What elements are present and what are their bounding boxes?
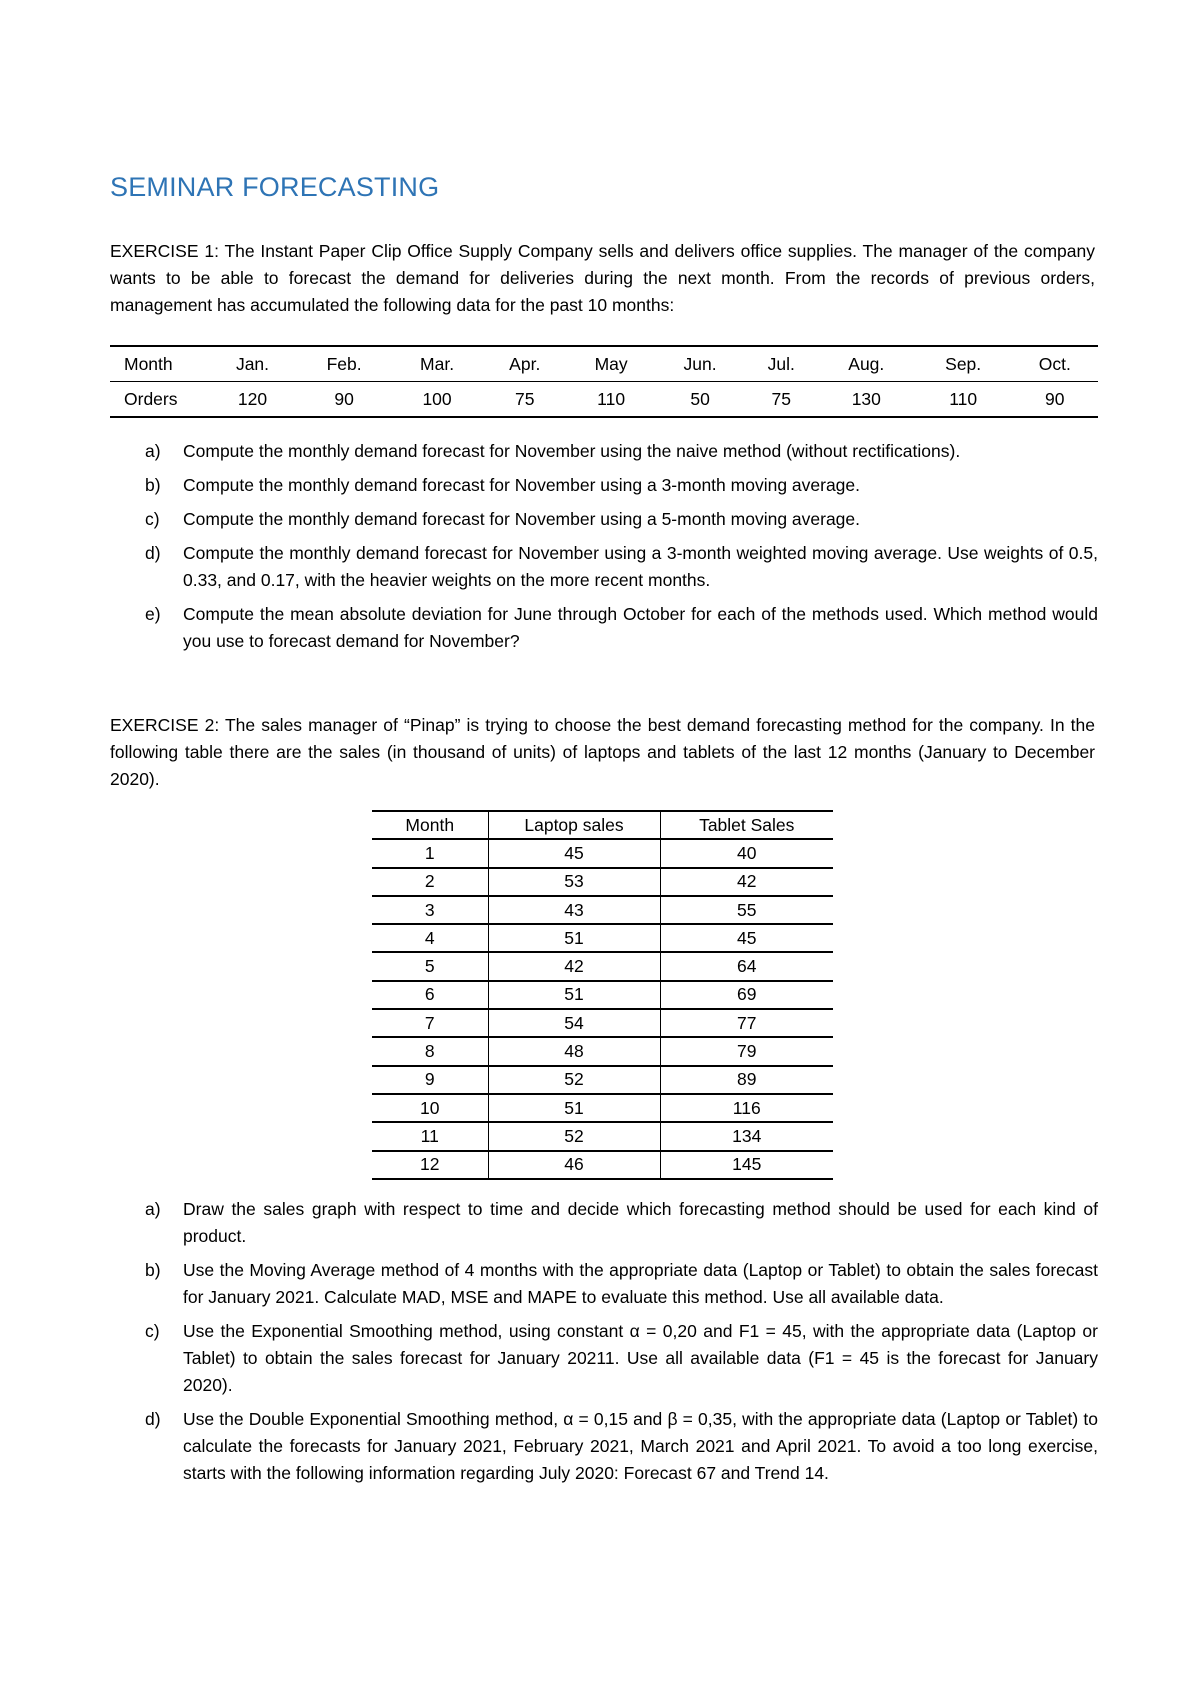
page-title: SEMINAR FORECASTING (110, 172, 440, 202)
month-cell: 1 (372, 839, 488, 867)
column-header-tablet: Tablet Sales (660, 811, 833, 839)
question-item (145, 540, 1098, 594)
question-text: Compute the monthly demand forecast for November using a 3-month moving average. (183, 475, 861, 495)
orders-table (110, 345, 1098, 418)
orders-cell: 75 (483, 382, 567, 418)
table-row (372, 1151, 833, 1179)
question-item (145, 1318, 1098, 1399)
month-row-label: Month (110, 346, 208, 382)
orders-cell: 110 (915, 382, 1012, 418)
question-text: Use the Double Exponential Smoothing method, α = 0,15 and β = 0,35, with the appropriate data (Laptop or Tablet) to calculate the forecasts for January 2021, February 2021, March 2021 and April 2021. To avoid a too long exercise, starts with the following information regarding July 2020: Forecast 67 and Trend 14. (183, 1409, 1098, 1483)
table-row (372, 1122, 833, 1150)
question-letter: d) (145, 543, 161, 563)
question-text: Use the Moving Average method of 4 months with the appropriate data (Laptop or Tablet) to obtain the sales forecast for January 2021. Calculate MAD, MSE and MAPE to evaluate this method. Use all available data. (183, 1260, 1098, 1307)
month-cell: 10 (372, 1094, 488, 1122)
question-text: Use the Exponential Smoothing method, using constant α = 0,20 and F1 = 45, with the appropriate data (Laptop or Tablet) to obtain the sales forecast for January 20211. Use all available data (F1 = 45 is the forecast for January 2020). (183, 1321, 1098, 1395)
question-text: Compute the monthly demand forecast for November using a 3-month weighted moving average. Use weights of 0.5, 0.33, and 0.17, with the heavier weights on the more recent months. (183, 543, 1098, 590)
month-cell: Jan. (208, 346, 297, 382)
table-row (372, 924, 833, 952)
orders-cell: 50 (656, 382, 745, 418)
tablet-sales-cell: 64 (660, 952, 833, 980)
question-letter: b) (145, 475, 161, 495)
month-cell: Mar. (391, 346, 483, 382)
table-row (372, 868, 833, 896)
question-text: Draw the sales graph with respect to time and decide which forecasting method should be used for each kind of product. (183, 1199, 1098, 1246)
laptop-sales-cell: 42 (488, 952, 660, 980)
laptop-sales-cell: 53 (488, 868, 660, 896)
sales-table-body (372, 839, 833, 1179)
table-row (372, 1094, 833, 1122)
orders-cell: 90 (297, 382, 391, 418)
question-text: Compute the monthly demand forecast for November using a 5-month moving average. (183, 509, 861, 529)
sales-table (372, 810, 833, 1180)
month-cell: 11 (372, 1122, 488, 1150)
month-cell: 4 (372, 924, 488, 952)
sales-header-row (372, 811, 833, 839)
exercise-1-questions (145, 438, 1098, 662)
laptop-sales-cell: 52 (488, 1066, 660, 1094)
laptop-sales-cell: 46 (488, 1151, 660, 1179)
tablet-sales-cell: 45 (660, 924, 833, 952)
column-header-month: Month (372, 811, 488, 839)
tablet-sales-cell: 116 (660, 1094, 833, 1122)
question-letter: c) (145, 1321, 160, 1341)
month-cell: May (567, 346, 656, 382)
orders-cell: 90 (1012, 382, 1098, 418)
question-item (145, 1196, 1098, 1250)
table-row (372, 952, 833, 980)
question-text: Compute the monthly demand forecast for November using the naive method (without rectifications). (183, 441, 961, 461)
month-cell: 9 (372, 1066, 488, 1094)
orders-cell: 110 (567, 382, 656, 418)
tablet-sales-cell: 145 (660, 1151, 833, 1179)
question-item (145, 472, 1098, 499)
laptop-sales-cell: 43 (488, 896, 660, 924)
table-row (372, 1037, 833, 1065)
month-cell: 3 (372, 896, 488, 924)
table-row (372, 839, 833, 867)
orders-row (110, 382, 1098, 418)
laptop-sales-cell: 54 (488, 1009, 660, 1037)
month-cell: Aug. (818, 346, 915, 382)
table-row (372, 981, 833, 1009)
months-row (110, 346, 1098, 382)
month-cell: Apr. (483, 346, 567, 382)
laptop-sales-cell: 45 (488, 839, 660, 867)
exercise-1-intro: EXERCISE 1: The Instant Paper Clip Office Supply Company sells and delivers office supplies. The manager of the company wants to be able to forecast the demand for deliveries during the next month. From the records of previous orders, management has accumulated the following data for the past 10 months: (110, 241, 1095, 315)
month-cell: Jun. (656, 346, 745, 382)
laptop-sales-cell: 48 (488, 1037, 660, 1065)
month-cell: Jul. (745, 346, 818, 382)
month-cell: 12 (372, 1151, 488, 1179)
question-letter: a) (145, 1199, 161, 1219)
month-cell: 5 (372, 952, 488, 980)
question-letter: d) (145, 1409, 161, 1429)
month-cell: 2 (372, 868, 488, 896)
column-header-laptop: Laptop sales (488, 811, 660, 839)
orders-row-label: Orders (110, 382, 208, 418)
question-text: Compute the mean absolute deviation for June through October for each of the methods used. Which method would you use to forecast demand for November? (183, 604, 1098, 651)
month-cell: 6 (372, 981, 488, 1009)
tablet-sales-cell: 69 (660, 981, 833, 1009)
tablet-sales-cell: 77 (660, 1009, 833, 1037)
month-cell: Feb. (297, 346, 391, 382)
orders-cell: 120 (208, 382, 297, 418)
month-cell: Sep. (915, 346, 1012, 382)
question-item (145, 506, 1098, 533)
laptop-sales-cell: 51 (488, 924, 660, 952)
question-item (145, 601, 1098, 655)
question-letter: e) (145, 604, 161, 624)
question-letter: c) (145, 509, 160, 529)
question-letter: b) (145, 1260, 161, 1280)
orders-cell: 75 (745, 382, 818, 418)
tablet-sales-cell: 79 (660, 1037, 833, 1065)
table-row (372, 1009, 833, 1037)
table-row (372, 896, 833, 924)
month-cell: 8 (372, 1037, 488, 1065)
month-cell: Oct. (1012, 346, 1098, 382)
month-cell: 7 (372, 1009, 488, 1037)
laptop-sales-cell: 51 (488, 981, 660, 1009)
question-item (145, 438, 1098, 465)
question-item (145, 1406, 1098, 1487)
question-letter: a) (145, 441, 161, 461)
tablet-sales-cell: 55 (660, 896, 833, 924)
table-row (372, 1066, 833, 1094)
laptop-sales-cell: 51 (488, 1094, 660, 1122)
tablet-sales-cell: 89 (660, 1066, 833, 1094)
exercise-2-intro: EXERCISE 2: The sales manager of “Pinap” is trying to choose the best demand forecasting method for the company. In the following table there are the sales (in thousand of units) of laptops and tablets of the last 12 months (January to December 2020). (110, 715, 1095, 789)
question-item (145, 1257, 1098, 1311)
tablet-sales-cell: 40 (660, 839, 833, 867)
laptop-sales-cell: 52 (488, 1122, 660, 1150)
orders-cell: 100 (391, 382, 483, 418)
tablet-sales-cell: 134 (660, 1122, 833, 1150)
orders-cell: 130 (818, 382, 915, 418)
exercise-2-questions (145, 1196, 1098, 1494)
tablet-sales-cell: 42 (660, 868, 833, 896)
